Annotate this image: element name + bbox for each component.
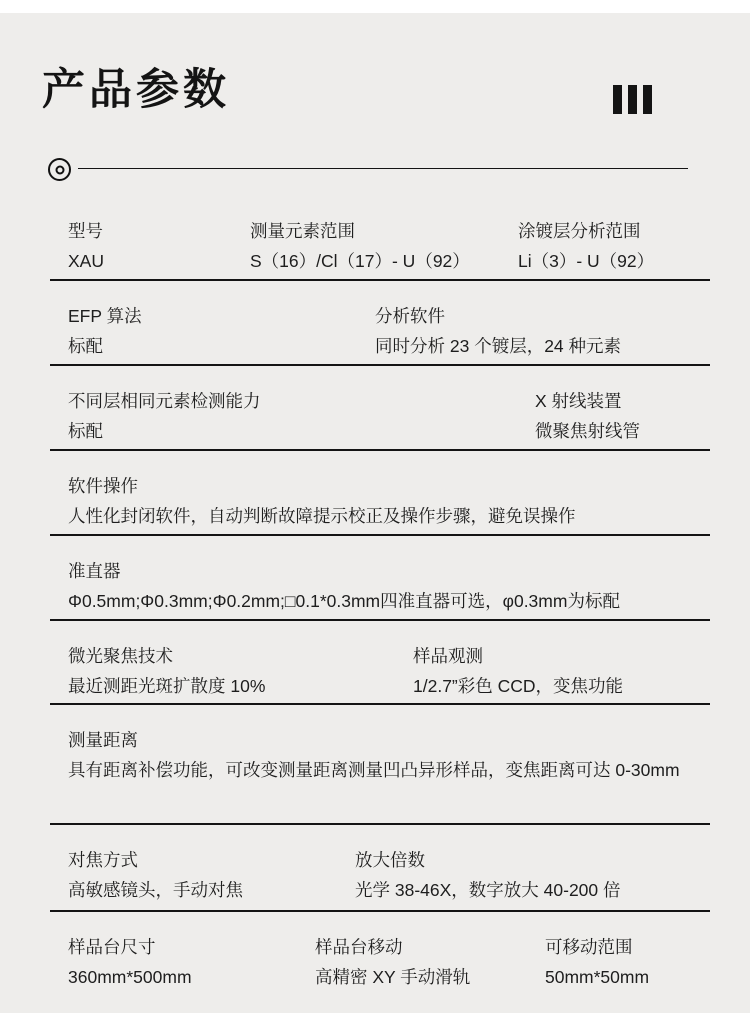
spec-cell [68, 556, 698, 616]
spec-row-software [50, 451, 710, 536]
spec-cell [413, 641, 623, 701]
spec-row-collimator [50, 536, 710, 621]
spec-row-model [50, 209, 710, 281]
spec-value: 标配 [68, 336, 103, 356]
spec-label: 放大倍数 [355, 850, 425, 870]
spec-cell [68, 725, 698, 785]
spec-label: 微光聚焦技术 [68, 646, 173, 666]
double-circle-icon [48, 158, 71, 181]
page-title: 产品参数 [42, 66, 230, 114]
spec-label: EFP 算法 [68, 306, 142, 326]
spec-value: 360mm*500mm [68, 967, 192, 987]
spec-cell [68, 932, 192, 992]
spec-value: 高敏感镜头，手动对焦 [68, 880, 243, 900]
spec-value: 最近测距光斑扩散度 10% [68, 676, 266, 696]
spec-row-algorithm [50, 281, 710, 366]
spec-row-detection [50, 366, 710, 451]
spec-label: 软件操作 [68, 476, 138, 496]
bar-glyph [628, 85, 637, 114]
spec-label: 可移动范围 [545, 937, 633, 957]
spec-table [50, 209, 710, 1013]
spec-row-focus-tech [50, 621, 710, 705]
spec-cell [545, 932, 649, 992]
spec-cell [68, 301, 142, 361]
spec-cell [68, 216, 104, 276]
spec-row-stage [50, 912, 710, 1013]
spec-cell [518, 216, 654, 276]
spec-row-distance [50, 705, 710, 825]
spec-cell [250, 216, 470, 276]
spec-value: 人性化封闭软件，自动判断故障提示校正及操作步骤，避免误操作 [68, 506, 576, 526]
spec-value: 光学 38-46X，数字放大 40-200 倍 [355, 880, 621, 900]
spec-label: 准直器 [68, 561, 121, 581]
page-background [0, 13, 750, 1013]
spec-label: 型号 [68, 221, 103, 241]
spec-cell [68, 386, 261, 446]
spec-row-focusing [50, 825, 710, 912]
spec-value: 微聚焦射线管 [535, 421, 640, 441]
spec-cell [68, 845, 243, 905]
spec-label: 样品台移动 [315, 937, 403, 957]
three-vertical-bars-icon [613, 85, 652, 114]
spec-value: 1/2.7”彩色 CCD，变焦功能 [413, 676, 624, 696]
spec-cell [535, 386, 640, 446]
spec-label: 分析软件 [375, 306, 445, 326]
spec-label: 测量元素范围 [250, 221, 355, 241]
spec-value: Φ0.5mm;Φ0.3mm;Φ0.2mm;□0.1*0.3mm四准直器可选，φ0.3mm为标配 [68, 591, 620, 611]
spec-cell [375, 301, 621, 361]
spec-value: 高精密 XY 手动滑轨 [315, 967, 471, 987]
spec-cell [68, 641, 265, 701]
bar-glyph [643, 85, 652, 114]
divider-line [78, 168, 688, 169]
spec-label: 测量距离 [68, 730, 138, 750]
spec-value: 标配 [68, 421, 103, 441]
spec-value: 具有距离补偿功能，可改变测量距离测量凹凸异形样品，变焦距离可达 0-30mm [68, 760, 680, 780]
spec-label: X 射线装置 [535, 391, 622, 411]
spec-value: S（16）/Cl（17）- U（92） [250, 251, 470, 271]
spec-label: 涂镀层分析范围 [518, 221, 641, 241]
spec-cell [355, 845, 621, 905]
spec-label: 样品观测 [413, 646, 483, 666]
spec-label: 样品台尺寸 [68, 937, 156, 957]
spec-cell [315, 932, 470, 992]
spec-value: 50mm*50mm [545, 967, 650, 987]
spec-label: 对焦方式 [68, 850, 138, 870]
spec-value: Li（3）- U（92） [518, 251, 655, 271]
spec-cell [68, 471, 698, 531]
bar-glyph [613, 85, 622, 114]
spec-value: XAU [68, 251, 104, 271]
spec-value: 同时分析 23 个镀层，24 种元素 [375, 336, 622, 356]
spec-label: 不同层相同元素检测能力 [68, 391, 261, 411]
